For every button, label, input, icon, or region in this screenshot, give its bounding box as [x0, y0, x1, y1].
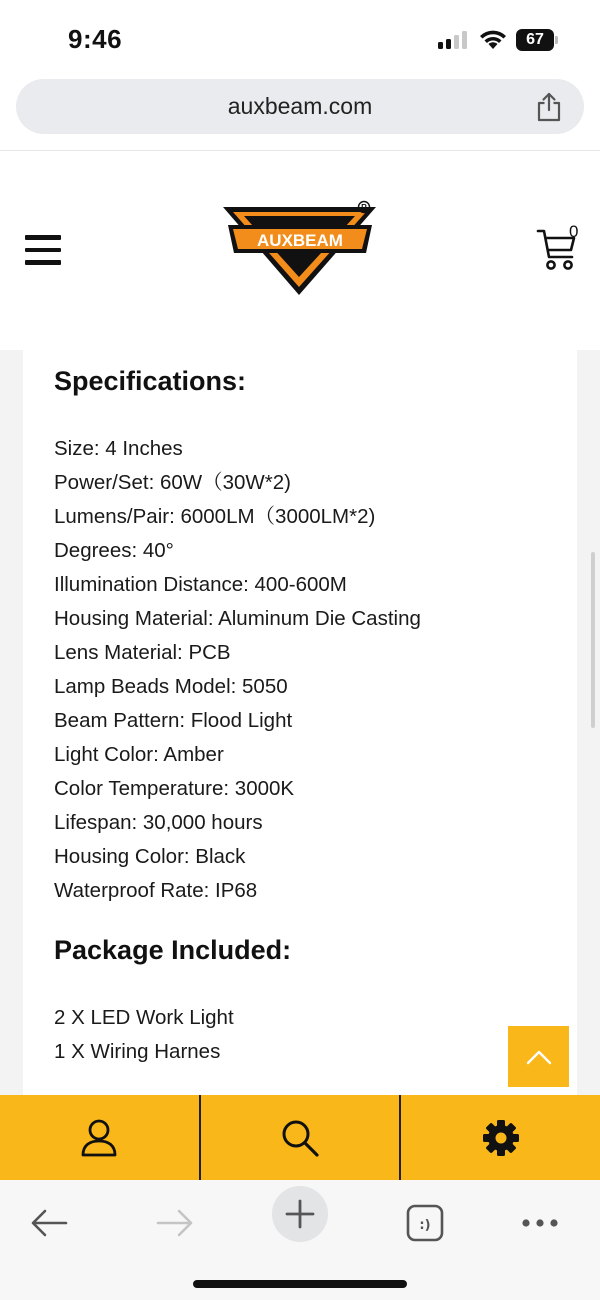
tabs-button[interactable]	[404, 1194, 446, 1252]
address-bar[interactable]	[16, 79, 584, 134]
forward-button[interactable]	[154, 1194, 196, 1252]
back-to-top-button[interactable]	[508, 1026, 569, 1087]
scrollbar[interactable]	[591, 552, 595, 728]
new-tab-button[interactable]	[272, 1186, 328, 1242]
gear-icon	[482, 1119, 520, 1157]
package-title: Package Included:	[54, 935, 292, 965]
svg-text::): :)	[419, 1218, 431, 1233]
user-icon	[80, 1118, 118, 1158]
back-button[interactable]	[28, 1194, 70, 1252]
spec-item: Light Color: Amber	[54, 743, 224, 766]
url-text[interactable]: auxbeam.com	[227, 93, 373, 119]
wifi-icon	[478, 28, 508, 50]
package-list	[54, 1003, 234, 1071]
status-time: 9:46	[68, 24, 123, 54]
spec-item: Lumens/Pair: 6000LM（3000LM*2)	[54, 505, 376, 528]
chevron-up-icon	[526, 1049, 552, 1065]
more-button[interactable]	[519, 1194, 561, 1252]
arrow-left-icon	[30, 1208, 68, 1238]
spec-item: Lifespan: 30,000 hours	[54, 811, 263, 834]
spec-item: Power/Set: 60W（30W*2)	[54, 471, 291, 494]
spec-item: Lens Material: PCB	[54, 641, 231, 664]
account-button[interactable]	[0, 1095, 201, 1180]
browser-toolbar	[0, 1180, 600, 1300]
tabs-icon	[405, 1204, 445, 1242]
share-icon[interactable]	[536, 92, 562, 122]
home-indicator[interactable]	[193, 1280, 407, 1288]
specifications-list	[54, 434, 421, 910]
search-icon	[280, 1118, 320, 1158]
logo-text: AUXBEAM	[257, 231, 343, 250]
package-item: 2 X LED Work Light	[54, 1006, 234, 1029]
bottom-nav	[0, 1095, 600, 1180]
arrow-right-icon	[156, 1208, 194, 1238]
spec-item: Color Temperature: 3000K	[54, 777, 295, 800]
battery-level: 67	[526, 31, 544, 48]
site-header	[0, 151, 600, 350]
more-horizontal-icon	[521, 1218, 559, 1228]
svg-text:R: R	[361, 203, 367, 212]
search-button[interactable]	[201, 1095, 402, 1180]
spec-item: Waterproof Rate: IP68	[54, 879, 258, 902]
auxbeam-logo[interactable]	[220, 199, 380, 297]
plus-icon	[285, 1199, 315, 1229]
status-bar	[0, 0, 600, 76]
spec-item: Size: 4 Inches	[54, 437, 183, 460]
cellular-signal-icon	[438, 31, 468, 49]
specifications-title: Specifications:	[54, 366, 247, 396]
spec-item: Degrees: 40°	[54, 539, 174, 562]
spec-item: Illumination Distance: 400-600M	[54, 573, 347, 596]
spec-item: Lamp Beads Model: 5050	[54, 675, 288, 698]
settings-button[interactable]	[401, 1095, 600, 1180]
battery-icon	[516, 29, 558, 51]
spec-item: Housing Color: Black	[54, 845, 246, 868]
package-item: 1 X Wiring Harnes	[54, 1040, 221, 1063]
menu-icon[interactable]	[25, 235, 61, 265]
cart-count-badge: 0	[569, 222, 579, 241]
spec-item: Housing Material: Aluminum Die Casting	[54, 607, 421, 630]
spec-item: Beam Pattern: Flood Light	[54, 709, 293, 732]
